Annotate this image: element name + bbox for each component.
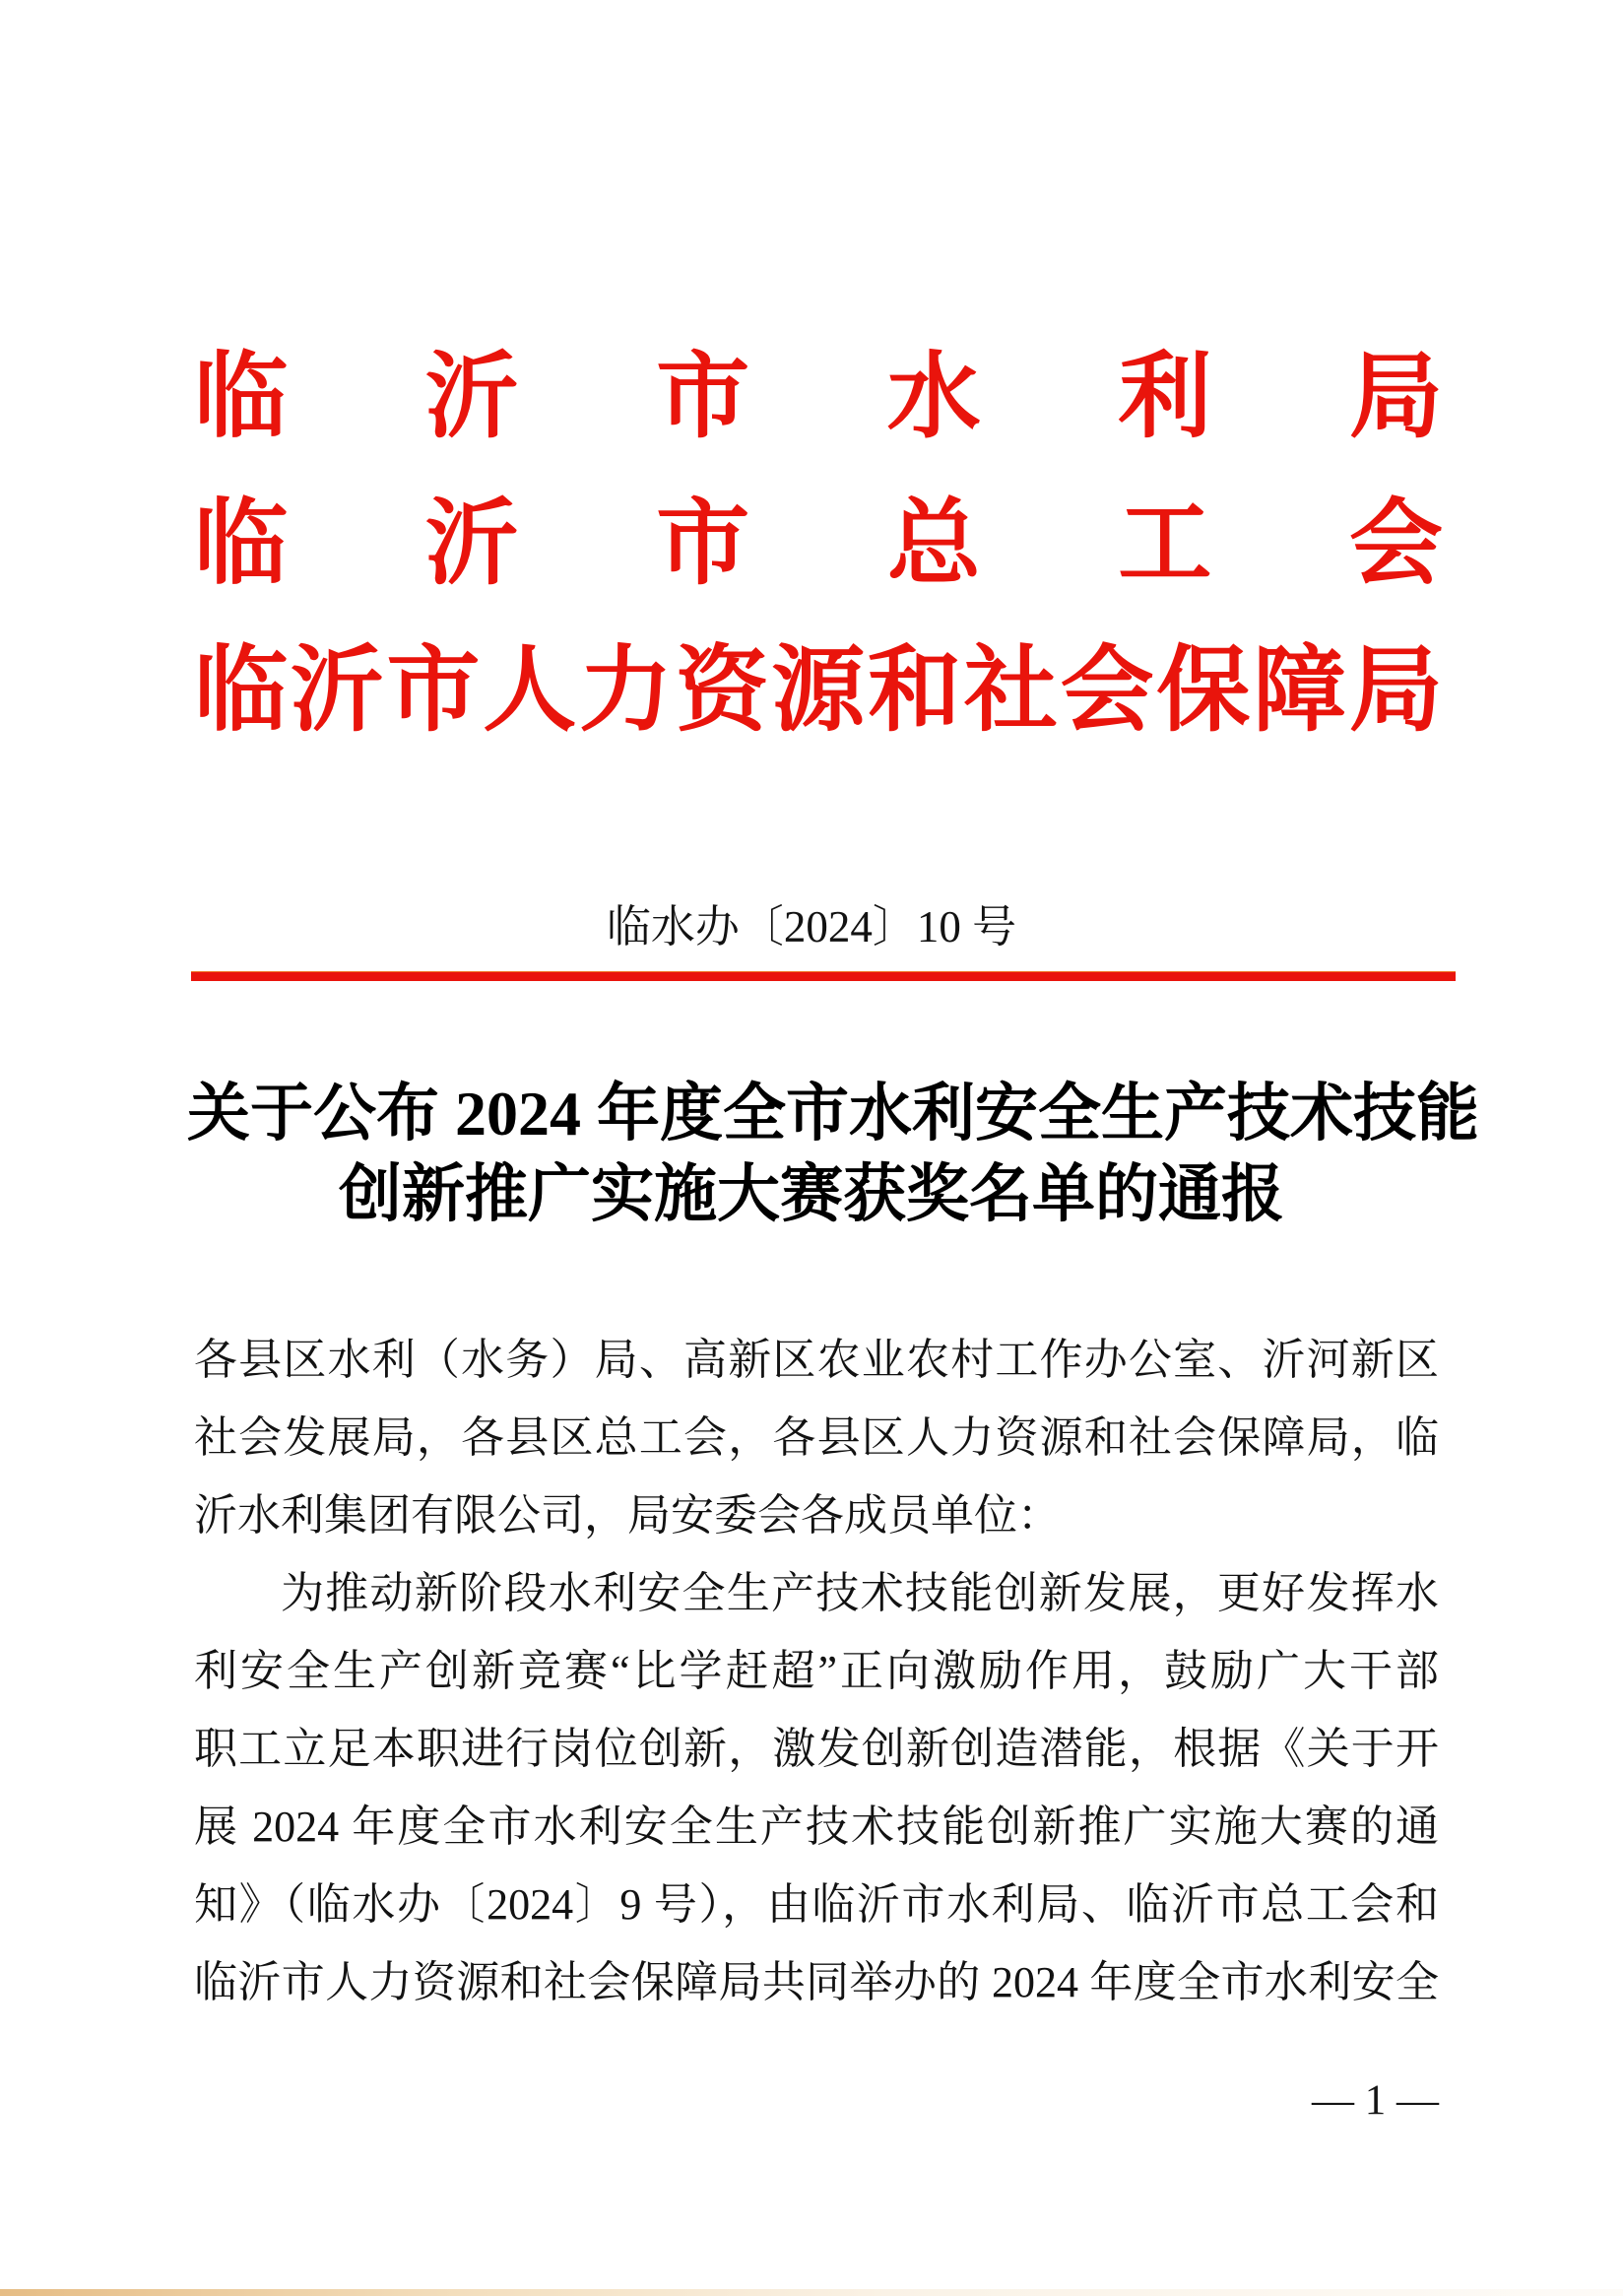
header-char: 临 [194, 345, 289, 449]
header-char: 临 [194, 638, 289, 743]
body-line: 知》（临水办〔2024〕9 号），由临沂市水利局、临沂市总工会和 [194, 1880, 1439, 1929]
body-line: 沂水利集团有限公司，局安委会各成员单位： [194, 1491, 1061, 1540]
header-char: 会 [1060, 638, 1154, 743]
header-char: 工 [1118, 492, 1212, 596]
header-org-name [194, 493, 1443, 640]
header-char: 临 [194, 492, 289, 596]
body-line: 为推动新阶段水利安全生产技术技能创新发展，更好发挥水 [281, 1569, 1439, 1617]
body-line: 社会发展局，各县区总工会，各县区人力资源和社会保障局，临 [194, 1413, 1439, 1462]
header-char: 会 [1348, 492, 1443, 596]
body-line: 职工立足本职进行岗位创新，激发创新创造潜能，根据《关于开 [194, 1725, 1439, 1773]
scan-edge-artifact [0, 2289, 1623, 2296]
header-char: 沂 [424, 345, 519, 449]
document-title [187, 1074, 1479, 1235]
header-char: 沂 [424, 492, 519, 596]
header-char: 利 [1118, 345, 1212, 449]
header-char: 局 [1348, 345, 1443, 449]
header-char: 总 [886, 492, 981, 596]
header-char: 障 [1253, 638, 1347, 743]
header-char: 资 [675, 638, 769, 743]
body-line: 各县区水利（水务）局、高新区农业农村工作办公室、沂河新区 [194, 1336, 1439, 1384]
header-char: 源 [771, 638, 866, 743]
header-org-name [194, 347, 1443, 493]
header-char: 保 [1156, 638, 1251, 743]
body-line: 利安全生产创新竞赛“比学赶超”正向激励作用，鼓励广大干部 [194, 1647, 1439, 1695]
header-char: 沂 [290, 638, 384, 743]
red-divider-line [191, 971, 1456, 981]
header-char: 市 [386, 638, 481, 743]
header-char: 力 [578, 638, 673, 743]
header-org-name [194, 640, 1443, 787]
body-line: 临沂市人力资源和社会保障局共同举办的 2024 年度全市水利安全 [194, 1958, 1439, 2006]
document-body [194, 1321, 1439, 2021]
header-char: 市 [656, 345, 750, 449]
header-char: 和 [868, 638, 962, 743]
header-char: 水 [886, 345, 981, 449]
header-char: 人 [483, 638, 577, 743]
red-letterhead [194, 347, 1443, 787]
document-title-line: 创新推广实施大赛获奖名单的通报 [339, 1159, 1284, 1229]
header-char: 社 [963, 638, 1058, 743]
header-char: 市 [656, 492, 750, 596]
doc-number: 临水办〔2024〕10 号 [606, 902, 1017, 951]
document-title-line: 关于公布 2024 年度全市水利安全生产技术技能 [187, 1079, 1479, 1148]
page-number: — 1 — [1312, 2077, 1439, 2124]
header-char: 局 [1348, 638, 1443, 743]
body-line: 展 2024 年度全市水利安全生产技术技能创新推广实施大赛的通 [194, 1803, 1439, 1851]
